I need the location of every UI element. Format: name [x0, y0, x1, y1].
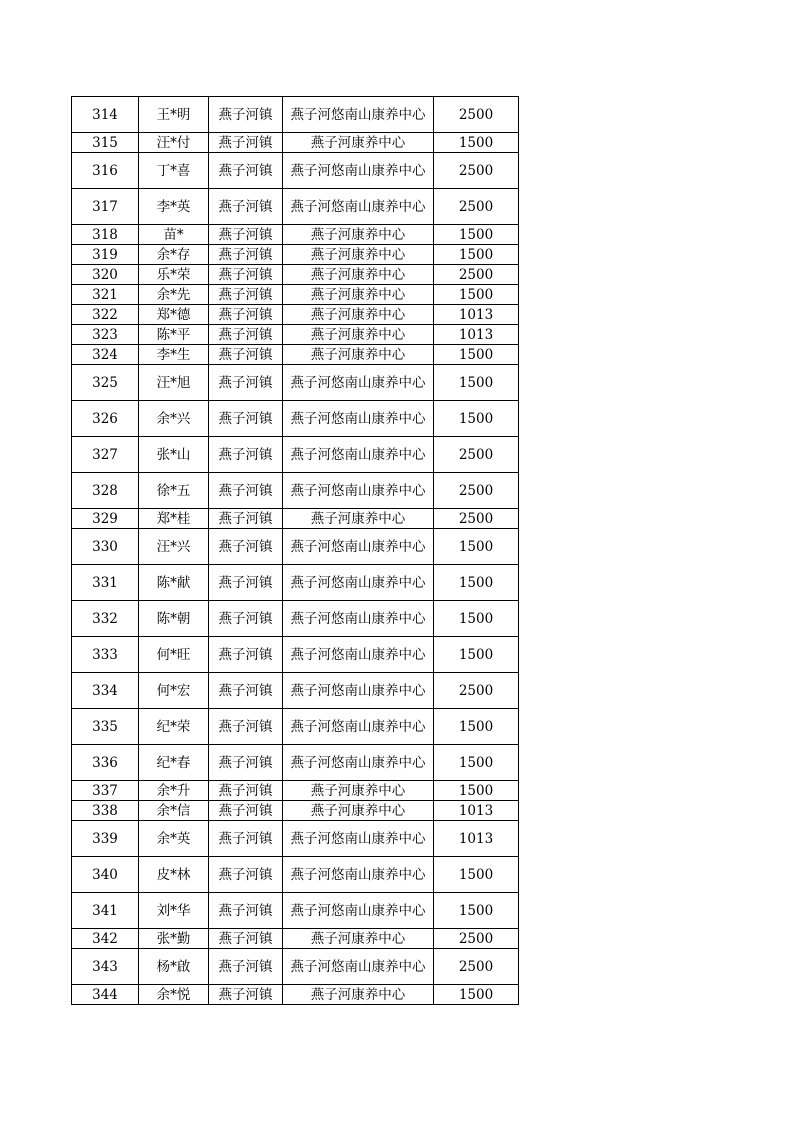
name-cell: 陈*献	[139, 565, 209, 601]
table-row	[72, 345, 519, 365]
institution-cell: 燕子河悠南山康养中心	[283, 709, 434, 745]
table-row	[72, 529, 519, 565]
town-cell: 燕子河镇	[209, 509, 283, 529]
table-row	[72, 189, 519, 225]
town-cell: 燕子河镇	[209, 985, 283, 1005]
amount-cell: 1500	[434, 401, 519, 437]
name-cell: 张*山	[139, 437, 209, 473]
town-cell: 燕子河镇	[209, 781, 283, 801]
town-cell: 燕子河镇	[209, 801, 283, 821]
name-cell: 张*勤	[139, 929, 209, 949]
amount-cell: 1500	[434, 601, 519, 637]
institution-cell: 燕子河康养中心	[283, 133, 434, 153]
name-cell: 李*生	[139, 345, 209, 365]
name-cell: 余*信	[139, 801, 209, 821]
amount-cell: 2500	[434, 473, 519, 509]
name-cell: 刘*华	[139, 893, 209, 929]
amount-cell: 1500	[434, 529, 519, 565]
amount-cell: 1500	[434, 985, 519, 1005]
name-cell: 杨*啟	[139, 949, 209, 985]
name-cell: 陈*平	[139, 325, 209, 345]
row-number-cell: 328	[72, 473, 139, 509]
row-number-cell: 321	[72, 285, 139, 305]
row-number-cell: 323	[72, 325, 139, 345]
institution-cell: 燕子河悠南山康养中心	[283, 565, 434, 601]
name-cell: 丁*喜	[139, 153, 209, 189]
amount-cell: 1500	[434, 245, 519, 265]
institution-cell: 燕子河康养中心	[283, 781, 434, 801]
town-cell: 燕子河镇	[209, 673, 283, 709]
amount-cell: 1500	[434, 565, 519, 601]
name-cell: 徐*五	[139, 473, 209, 509]
table-row	[72, 601, 519, 637]
table-row	[72, 325, 519, 345]
table-row	[72, 801, 519, 821]
institution-cell: 燕子河康养中心	[283, 245, 434, 265]
name-cell: 王*明	[139, 97, 209, 133]
name-cell: 余*兴	[139, 401, 209, 437]
institution-cell: 燕子河悠南山康养中心	[283, 153, 434, 189]
institution-cell: 燕子河悠南山康养中心	[283, 365, 434, 401]
row-number-cell: 334	[72, 673, 139, 709]
amount-cell: 1013	[434, 305, 519, 325]
name-cell: 乐*荣	[139, 265, 209, 285]
institution-cell: 燕子河悠南山康养中心	[283, 189, 434, 225]
table-row	[72, 985, 519, 1005]
row-number-cell: 343	[72, 949, 139, 985]
name-cell: 纪*荣	[139, 709, 209, 745]
row-number-cell: 342	[72, 929, 139, 949]
amount-cell: 1500	[434, 893, 519, 929]
name-cell: 余*存	[139, 245, 209, 265]
institution-cell: 燕子河悠南山康养中心	[283, 745, 434, 781]
table-row	[72, 745, 519, 781]
town-cell: 燕子河镇	[209, 709, 283, 745]
institution-cell: 燕子河悠南山康养中心	[283, 601, 434, 637]
table-row	[72, 821, 519, 857]
amount-cell: 2500	[434, 437, 519, 473]
name-cell: 余*升	[139, 781, 209, 801]
town-cell: 燕子河镇	[209, 365, 283, 401]
row-number-cell: 319	[72, 245, 139, 265]
row-number-cell: 318	[72, 225, 139, 245]
row-number-cell: 340	[72, 857, 139, 893]
amount-cell: 2500	[434, 673, 519, 709]
row-number-cell: 335	[72, 709, 139, 745]
table-row	[72, 781, 519, 801]
table-row	[72, 473, 519, 509]
table-row	[72, 245, 519, 265]
institution-cell: 燕子河康养中心	[283, 225, 434, 245]
row-number-cell: 324	[72, 345, 139, 365]
amount-cell: 1500	[434, 857, 519, 893]
town-cell: 燕子河镇	[209, 305, 283, 325]
institution-cell: 燕子河悠南山康养中心	[283, 437, 434, 473]
amount-cell: 1500	[434, 285, 519, 305]
institution-cell: 燕子河悠南山康养中心	[283, 893, 434, 929]
row-number-cell: 332	[72, 601, 139, 637]
table-row	[72, 857, 519, 893]
table-row	[72, 929, 519, 949]
row-number-cell: 317	[72, 189, 139, 225]
table-row	[72, 401, 519, 437]
table-row	[72, 133, 519, 153]
institution-cell: 燕子河康养中心	[283, 325, 434, 345]
name-cell: 余*悦	[139, 985, 209, 1005]
amount-cell: 2500	[434, 97, 519, 133]
town-cell: 燕子河镇	[209, 601, 283, 637]
institution-cell: 燕子河康养中心	[283, 801, 434, 821]
table-row	[72, 637, 519, 673]
institution-cell: 燕子河康养中心	[283, 929, 434, 949]
institution-cell: 燕子河悠南山康养中心	[283, 673, 434, 709]
table-row	[72, 509, 519, 529]
row-number-cell: 344	[72, 985, 139, 1005]
town-cell: 燕子河镇	[209, 189, 283, 225]
institution-cell: 燕子河悠南山康养中心	[283, 857, 434, 893]
table-row	[72, 225, 519, 245]
institution-cell: 燕子河悠南山康养中心	[283, 821, 434, 857]
town-cell: 燕子河镇	[209, 285, 283, 305]
name-cell: 陈*朝	[139, 601, 209, 637]
town-cell: 燕子河镇	[209, 473, 283, 509]
town-cell: 燕子河镇	[209, 245, 283, 265]
name-cell: 郑*德	[139, 305, 209, 325]
amount-cell: 1500	[434, 781, 519, 801]
row-number-cell: 338	[72, 801, 139, 821]
town-cell: 燕子河镇	[209, 745, 283, 781]
name-cell: 苗*	[139, 225, 209, 245]
row-number-cell: 339	[72, 821, 139, 857]
row-number-cell: 330	[72, 529, 139, 565]
name-cell: 皮*林	[139, 857, 209, 893]
row-number-cell: 329	[72, 509, 139, 529]
town-cell: 燕子河镇	[209, 153, 283, 189]
town-cell: 燕子河镇	[209, 893, 283, 929]
institution-cell: 燕子河康养中心	[283, 285, 434, 305]
town-cell: 燕子河镇	[209, 133, 283, 153]
name-cell: 郑*桂	[139, 509, 209, 529]
institution-cell: 燕子河悠南山康养中心	[283, 97, 434, 133]
institution-cell: 燕子河康养中心	[283, 509, 434, 529]
row-number-cell: 337	[72, 781, 139, 801]
table-row	[72, 265, 519, 285]
town-cell: 燕子河镇	[209, 437, 283, 473]
institution-cell: 燕子河康养中心	[283, 265, 434, 285]
row-number-cell: 336	[72, 745, 139, 781]
amount-cell: 1500	[434, 133, 519, 153]
row-number-cell: 322	[72, 305, 139, 325]
amount-cell: 1500	[434, 225, 519, 245]
town-cell: 燕子河镇	[209, 401, 283, 437]
town-cell: 燕子河镇	[209, 225, 283, 245]
amount-cell: 2500	[434, 189, 519, 225]
table-row	[72, 437, 519, 473]
amount-cell: 2500	[434, 153, 519, 189]
town-cell: 燕子河镇	[209, 929, 283, 949]
amount-cell: 1500	[434, 637, 519, 673]
row-number-cell: 341	[72, 893, 139, 929]
town-cell: 燕子河镇	[209, 857, 283, 893]
town-cell: 燕子河镇	[209, 637, 283, 673]
town-cell: 燕子河镇	[209, 565, 283, 601]
name-cell: 李*英	[139, 189, 209, 225]
subsidy-table	[71, 96, 519, 1005]
document-page	[71, 96, 519, 1005]
institution-cell: 燕子河悠南山康养中心	[283, 473, 434, 509]
table-body	[72, 97, 519, 1005]
name-cell: 汪*付	[139, 133, 209, 153]
town-cell: 燕子河镇	[209, 325, 283, 345]
name-cell: 余*先	[139, 285, 209, 305]
town-cell: 燕子河镇	[209, 949, 283, 985]
town-cell: 燕子河镇	[209, 97, 283, 133]
amount-cell: 2500	[434, 949, 519, 985]
amount-cell: 2500	[434, 929, 519, 949]
town-cell: 燕子河镇	[209, 529, 283, 565]
name-cell: 余*英	[139, 821, 209, 857]
row-number-cell: 325	[72, 365, 139, 401]
table-row	[72, 285, 519, 305]
amount-cell: 2500	[434, 509, 519, 529]
institution-cell: 燕子河康养中心	[283, 305, 434, 325]
name-cell: 何*旺	[139, 637, 209, 673]
row-number-cell: 314	[72, 97, 139, 133]
row-number-cell: 320	[72, 265, 139, 285]
amount-cell: 1500	[434, 365, 519, 401]
table-row	[72, 709, 519, 745]
town-cell: 燕子河镇	[209, 345, 283, 365]
name-cell: 汪*旭	[139, 365, 209, 401]
row-number-cell: 327	[72, 437, 139, 473]
table-row	[72, 565, 519, 601]
name-cell: 何*宏	[139, 673, 209, 709]
institution-cell: 燕子河悠南山康养中心	[283, 949, 434, 985]
institution-cell: 燕子河悠南山康养中心	[283, 401, 434, 437]
institution-cell: 燕子河悠南山康养中心	[283, 637, 434, 673]
amount-cell: 1013	[434, 821, 519, 857]
table-row	[72, 97, 519, 133]
table-row	[72, 305, 519, 325]
table-row	[72, 893, 519, 929]
name-cell: 纪*春	[139, 745, 209, 781]
amount-cell: 1500	[434, 709, 519, 745]
amount-cell: 1013	[434, 325, 519, 345]
institution-cell: 燕子河康养中心	[283, 985, 434, 1005]
amount-cell: 1500	[434, 745, 519, 781]
row-number-cell: 316	[72, 153, 139, 189]
table-row	[72, 153, 519, 189]
table-row	[72, 949, 519, 985]
amount-cell: 1013	[434, 801, 519, 821]
institution-cell: 燕子河康养中心	[283, 345, 434, 365]
table-row	[72, 673, 519, 709]
town-cell: 燕子河镇	[209, 821, 283, 857]
amount-cell: 2500	[434, 265, 519, 285]
row-number-cell: 315	[72, 133, 139, 153]
table-row	[72, 365, 519, 401]
row-number-cell: 333	[72, 637, 139, 673]
town-cell: 燕子河镇	[209, 265, 283, 285]
institution-cell: 燕子河悠南山康养中心	[283, 529, 434, 565]
amount-cell: 1500	[434, 345, 519, 365]
row-number-cell: 331	[72, 565, 139, 601]
row-number-cell: 326	[72, 401, 139, 437]
name-cell: 汪*兴	[139, 529, 209, 565]
